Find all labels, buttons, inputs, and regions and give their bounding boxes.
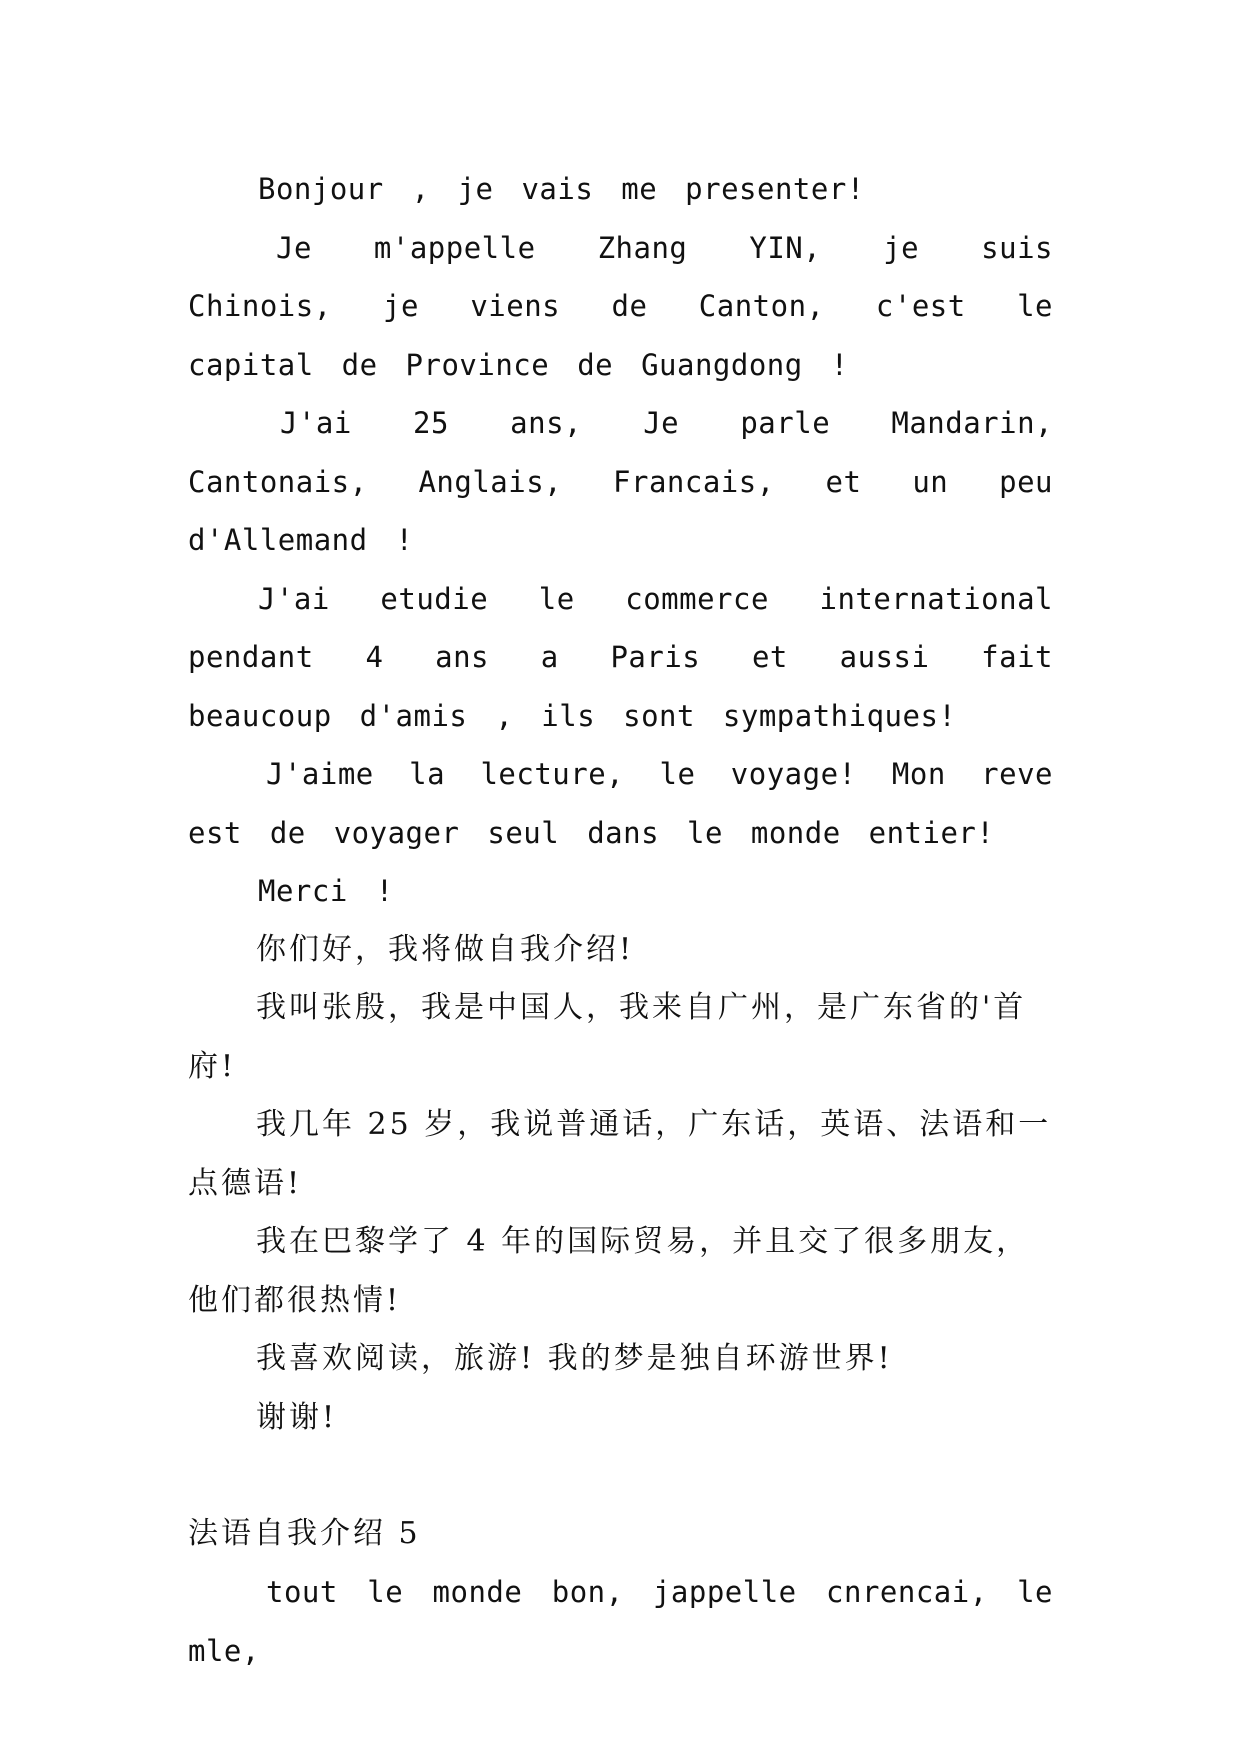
french-paragraph-1: Bonjour , je vais me presenter!: [258, 172, 865, 206]
french-paragraph-3: J'ai 25 ans, Je parle Mandarin, Cantonais, Anglais, Francais, et un peu d'Allemand !: [188, 406, 1053, 557]
french-paragraph-5: J'aime la lecture, le voyage! Mon reve est de voyager seul dans le monde entier!: [188, 757, 1053, 850]
chinese-paragraph-5: 我喜欢阅读，旅游! 我的梦是独自环游世界!: [256, 1341, 893, 1376]
section-title: 法语自我介绍 5: [188, 1516, 421, 1551]
section-spacer: [188, 1447, 1053, 1505]
document-body: [188, 160, 1053, 1680]
chinese-paragraph-3: 我几年 25 岁，我说普通话，广东话，英语、法语和一点德语!: [188, 1107, 1052, 1201]
chinese-paragraph-4: 我在巴黎学了 4 年的国际贸易，并且交了很多朋友，他们都很热情!: [188, 1224, 1030, 1318]
french-paragraph-4: J'ai etudie le commerce international pendant 4 ans a Paris et aussi fait beaucoup d'amis , ils sont sympathiques!: [188, 581, 1053, 733]
french-paragraph-2: Je m'appelle Zhang YIN, je suis Chinois, je viens de Canton, c'est le capital de Province de Guangdong !: [188, 230, 1053, 382]
chinese-paragraph-6: 谢谢!: [256, 1399, 338, 1435]
section-first-line: tout le monde bon, jappelle cnrencai, le mle,: [188, 1575, 1053, 1668]
chinese-paragraph-2: 我叫张殷，我是中国人，我来自广州，是广东省的'首府!: [188, 990, 1027, 1084]
chinese-paragraph-1: 你们好，我将做自我介绍!: [256, 931, 635, 967]
french-paragraph-6: Merci !: [258, 874, 394, 908]
